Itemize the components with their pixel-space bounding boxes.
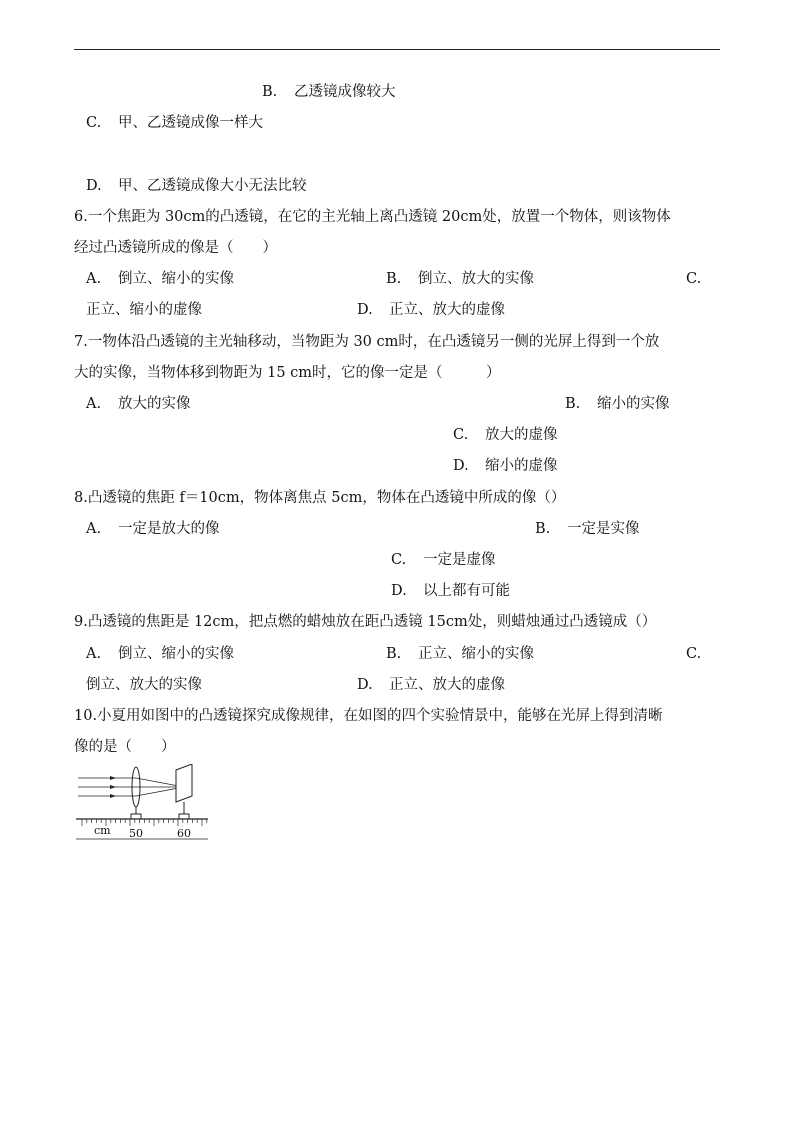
- header-rule: [74, 49, 720, 50]
- option-text: 一定是实像: [567, 521, 640, 537]
- option-letter: C.: [686, 271, 702, 287]
- q7-option-c[interactable]: [453, 425, 558, 445]
- unit-label: cm: [94, 824, 111, 837]
- option-letter: D.: [453, 458, 469, 474]
- q9-option-c[interactable]: [686, 644, 701, 664]
- q7-option-d[interactable]: [453, 456, 558, 476]
- q9-option-b[interactable]: [386, 644, 534, 664]
- q5-option-c[interactable]: [86, 113, 263, 133]
- ray-arrows: [110, 776, 116, 798]
- q7-option-a[interactable]: [86, 394, 191, 414]
- option-letter: B.: [535, 521, 551, 537]
- option-letter: A.: [86, 271, 102, 287]
- optical-bench-figure: [76, 764, 210, 844]
- option-letter: B.: [386, 646, 402, 662]
- q6-option-d[interactable]: [357, 300, 505, 320]
- q6-stem-line-1: 6.一个焦距为 30cm的凸透镜，在它的主光轴上离凸透镜 20cm处，放置一个物体，则该物体: [74, 209, 671, 225]
- option-letter: D.: [357, 302, 373, 318]
- option-text: 一定是放大的像: [118, 521, 220, 537]
- option-letter: A.: [86, 646, 102, 662]
- option-text: 正立、缩小的虚像: [86, 302, 202, 318]
- option-letter: C.: [686, 646, 702, 662]
- q7-stem-line-2: 大的实像，当物体移到物距为 15 cm时，它的像一定是（ ）: [74, 365, 501, 381]
- option-letter: D.: [357, 677, 373, 693]
- option-letter: D.: [391, 583, 407, 599]
- option-text: 倒立、缩小的实像: [118, 646, 234, 662]
- option-letter: B.: [386, 271, 402, 287]
- option-text: 以上都有可能: [423, 583, 510, 599]
- q10-stem-line-2: 像的是（ ）: [74, 739, 176, 755]
- option-text: 正立、缩小的实像: [418, 646, 534, 662]
- option-text: 缩小的实像: [597, 396, 670, 412]
- option-letter: B.: [262, 84, 278, 100]
- option-letter: C.: [453, 427, 469, 443]
- light-rays: [78, 778, 184, 796]
- q9-option-d[interactable]: [357, 675, 505, 695]
- q5-option-d[interactable]: [86, 176, 307, 196]
- q7-option-b[interactable]: [565, 394, 670, 414]
- option-text: 缩小的虚像: [485, 458, 558, 474]
- option-text: 正立、放大的虚像: [389, 677, 505, 693]
- q8-option-a[interactable]: [86, 519, 220, 539]
- option-letter: A.: [86, 396, 102, 412]
- option-text: 倒立、放大的实像: [86, 677, 202, 693]
- optical-bench-diagram: [76, 764, 210, 844]
- tick-label-60: 60: [177, 827, 191, 840]
- q9-option-c-text[interactable]: [86, 675, 202, 695]
- option-text: 甲、乙透镜成像大小无法比较: [118, 178, 307, 194]
- q9-option-a[interactable]: [86, 644, 234, 664]
- q8-stem-line-1: 8.凸透镜的焦距 f＝10cm，物体离焦点 5cm，物体在凸透镜中所成的像（）: [74, 490, 566, 506]
- q5-option-b[interactable]: [262, 82, 396, 102]
- q10-stem-line-1: 10.小夏用如图中的凸透镜探究成像规律，在如图的四个实验情景中，能够在光屏上得到清晰: [74, 708, 663, 724]
- q6-stem-line-2: 经过凸透镜所成的像是（ ）: [74, 240, 277, 256]
- q6-option-c-text[interactable]: [86, 300, 202, 320]
- option-text: 甲、乙透镜成像一样大: [118, 115, 263, 131]
- q8-option-c[interactable]: [391, 550, 496, 570]
- option-text: 倒立、放大的实像: [418, 271, 534, 287]
- q8-option-d[interactable]: [391, 581, 510, 601]
- option-letter: C.: [391, 552, 407, 568]
- option-letter: B.: [565, 396, 581, 412]
- option-letter: D.: [86, 178, 102, 194]
- q6-option-a[interactable]: [86, 269, 234, 289]
- option-text: 放大的虚像: [485, 427, 558, 443]
- option-text: 倒立、缩小的实像: [118, 271, 234, 287]
- tick-label-50: 50: [129, 827, 143, 840]
- option-letter: A.: [86, 521, 102, 537]
- q6-option-c[interactable]: [686, 269, 701, 289]
- lens-stand: [131, 807, 141, 819]
- option-text: 放大的实像: [118, 396, 191, 412]
- option-text: 乙透镜成像较大: [294, 84, 396, 100]
- option-letter: C.: [86, 115, 102, 131]
- light-screen: [176, 764, 192, 819]
- q9-stem-line-1: 9.凸透镜的焦距是 12cm，把点燃的蜡烛放在距凸透镜 15cm处，则蜡烛通过凸透镜成（）: [74, 614, 657, 630]
- option-text: 一定是虚像: [423, 552, 496, 568]
- q8-option-b[interactable]: [535, 519, 640, 539]
- q6-option-b[interactable]: [386, 269, 534, 289]
- q7-stem-line-1: 7.一物体沿凸透镜的主光轴移动，当物距为 30 cm时，在凸透镜另一侧的光屏上得到一个放: [74, 334, 660, 350]
- option-text: 正立、放大的虚像: [389, 302, 505, 318]
